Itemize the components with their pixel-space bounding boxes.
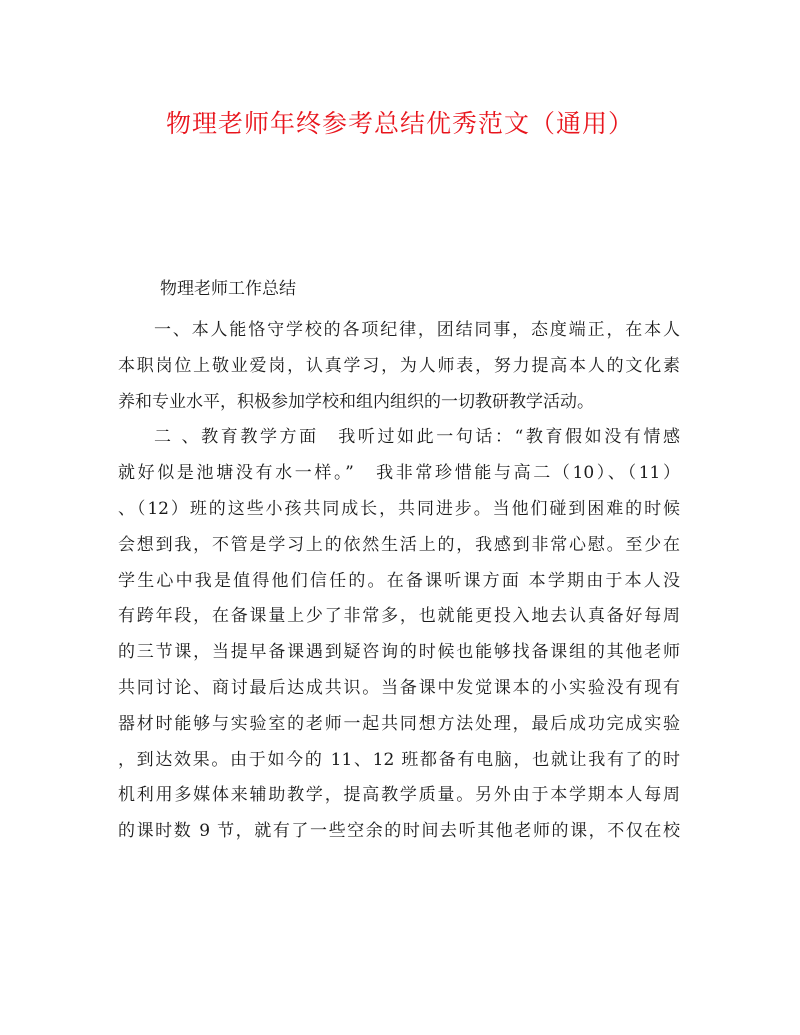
- section-subtitle: 物理老师工作总结: [160, 279, 296, 299]
- text-line: 的课时数 9 节，就有了一些空余的时间去听其他老师的课，不仅在校: [118, 821, 680, 842]
- text-line: 就好似是池塘没有水一样。” 我非常珍惜能与高二（10）、（11）: [118, 463, 680, 484]
- text-line: 的三节课，当提早备课遇到疑咨询的时候也能够找备课组的其他老师: [118, 642, 680, 663]
- text-line: 养和专业水平，积极参加学校和组内组织的一切教研教学活动。: [118, 391, 594, 412]
- text-line: 学生心中我是值得他们信任的。在备课听课方面 本学期由于本人没: [118, 570, 680, 591]
- text-line: 共同讨论、商讨最后达成共识。当备课中发觉课本的小实验没有现有: [118, 677, 680, 698]
- text-line: 本职岗位上敬业爱岗，认真学习，为人师表，努力提高本人的文化素: [118, 355, 680, 376]
- text-line: 会想到我，不管是学习上的依然生活上的，我感到非常心慰。至少在: [118, 534, 680, 555]
- text-line: 二 、教育教学方面 我听过如此一句话：“教育假如没有情感: [154, 427, 680, 448]
- text-line: ，到达效果。由于如今的 11、12 班都备有电脑，也就让我有了的时: [118, 749, 680, 770]
- text-line: 、（12）班的这些小孩共同成长，共同进步。当他们碰到困难的时候: [118, 498, 680, 519]
- text-line: 机利用多媒体来辅助教学，提高教学质量。另外由于本学期本人每周: [118, 785, 680, 806]
- text-line: 一、本人能恪守学校的各项纪律，团结同事，态度端正，在本人: [154, 320, 680, 340]
- text-line: 器材时能够与实验室的老师一起共同想方法处理，最后成功完成实验: [118, 713, 680, 734]
- body-text: [118, 313, 680, 850]
- text-line: 有跨年段，在备课量上少了非常多，也就能更投入地去认真备好每周: [118, 606, 680, 627]
- document-title: 物理老师年终参考总结优秀范文（通用）: [165, 109, 634, 138]
